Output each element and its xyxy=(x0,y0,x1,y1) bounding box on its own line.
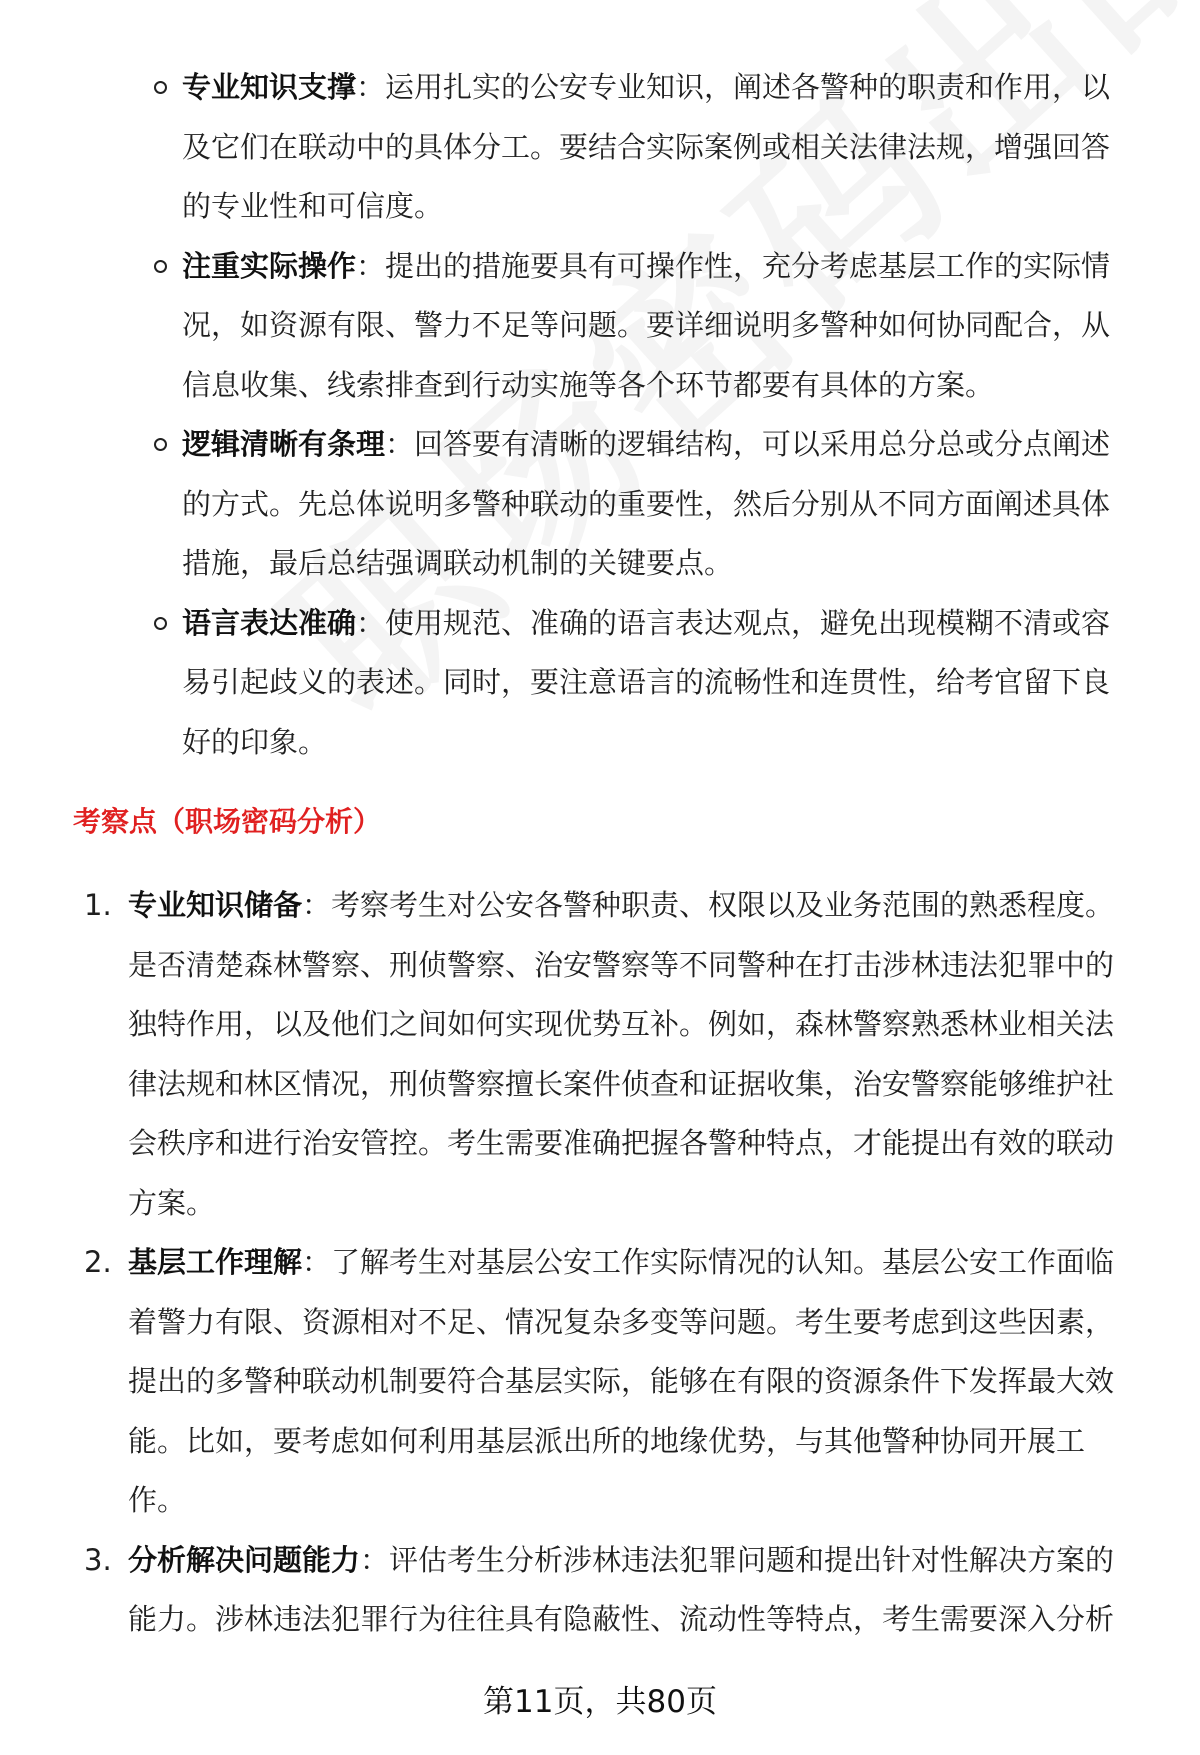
numbered-list xyxy=(0,876,1200,1650)
item-text: ：评估考生分析涉林违法犯罪问题和提出针对性解决方案的能力。涉林违法犯罪行为往往具有隐蔽性、流动性等特点，考生需要深入分析 xyxy=(128,1542,1115,1636)
item-term: 注重实际操作 xyxy=(182,248,357,283)
item-text: ：回答要有清晰的逻辑结构，可以采用总分总或分点阐述的方式。先总体说明多警种联动的重要性，然后分别从不同方面阐述具体措施，最后总结强调联动机制的关键要点。 xyxy=(182,427,1111,580)
section-heading: 考察点（职场密码分析） xyxy=(73,805,382,838)
item-term: 语言表达准确 xyxy=(182,605,357,640)
item-term: 基层工作理解 xyxy=(128,1245,303,1279)
item-text: ：运用扎实的公安专业知识，阐述各警种的职责和作用，以及它们在联动中的具体分工。要结合实际案例或相关法律法规，增强回答的专业性和可信度。 xyxy=(182,70,1111,223)
sub-bullet-list xyxy=(0,58,1200,772)
list-item xyxy=(182,58,1137,237)
list-item xyxy=(84,1531,1140,1650)
item-number: 3. xyxy=(84,1542,112,1577)
item-number: 1. xyxy=(84,888,112,922)
item-number: 2. xyxy=(84,1245,112,1279)
list-item xyxy=(182,237,1137,416)
list-item xyxy=(182,594,1137,773)
item-term: 逻辑清晰有条理 xyxy=(182,427,386,461)
item-term: 分析解决问题能力 xyxy=(128,1542,361,1577)
list-item xyxy=(84,1233,1140,1531)
item-text: ：提出的措施要具有可操作性，充分考虑基层工作的实际情况，如资源有限、警力不足等问题。要详细说明多警种如何协同配合，从信息收集、线索排查到行动实施等各个环节都要有具体的方案。 xyxy=(182,248,1111,402)
list-item xyxy=(182,415,1137,594)
item-term: 专业知识支撑 xyxy=(182,70,357,104)
item-term: 专业知识储备 xyxy=(128,888,303,922)
item-text: ：使用规范、准确的语言表达观点，避免出现模糊不清或容易引起歧义的表述。同时，要注意语言的流畅性和连贯性，给考官留下良好的印象。 xyxy=(182,605,1111,759)
page-footer: 第11页，共80页 xyxy=(483,1684,717,1720)
item-text: ：考察考生对公安各警种职责、权限以及业务范围的熟悉程度。是否清楚森林警察、刑侦警察、治安警察等不同警种在打击涉林违法犯罪中的独特作用，以及他们之间如何实现优势互补。例如，森林警察熟悉林业相关法律法规和林区情况，刑侦警察擅长案件侦查和证据收集，治安警察能够维护社会秩序和进行治安管控。考生需要准确把握各警种特点，才能提出有效的联动方案。 xyxy=(128,888,1115,1220)
item-text: ：了解考生对基层公安工作实际情况的认知。基层公安工作面临着警力有限、资源相对不足、情况复杂多变等问题。考生要考虑到这些因素，提出的多警种联动机制要符合基层实际，能够在有限的资源条件下发挥最大效能。比如，要考虑如何利用基层派出所的地缘优势，与其他警种协同开展工作。 xyxy=(128,1245,1115,1517)
list-item xyxy=(84,876,1140,1233)
